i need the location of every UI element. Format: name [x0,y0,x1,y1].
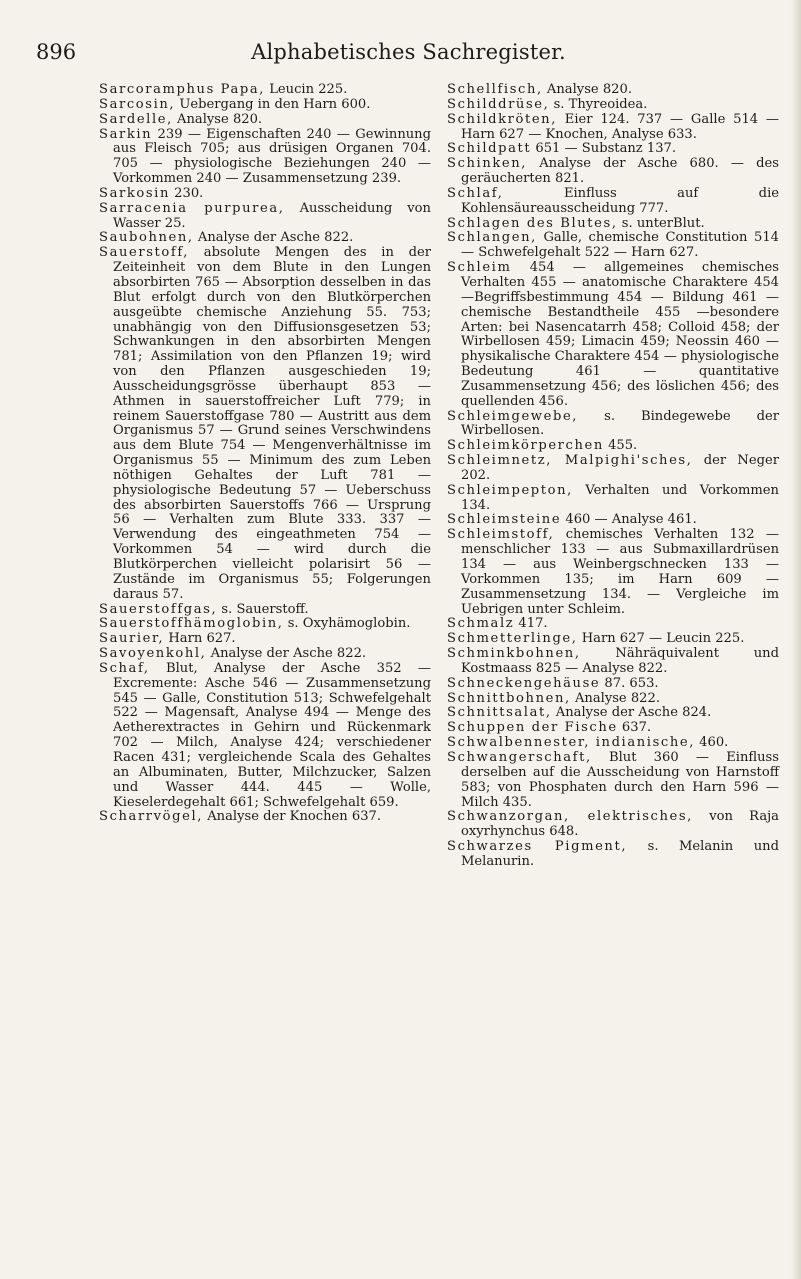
index-entry-references: 460 — Analyse 461. [565,512,697,528]
page-header [36,40,781,70]
index-entry [447,454,779,484]
index-entry [99,617,431,632]
index-entry-references: s. Sauerstoff. [221,601,309,617]
index-entry-references: Ausscheidung von Wasser 25. [113,200,431,231]
index-column-left [99,83,431,825]
index-entry [447,187,779,217]
index-entry-term: Schminkbohnen, [447,646,581,662]
index-entry-term: Schildpatt [447,141,532,157]
index-entry [447,157,779,187]
index-entry-term: Schlaf, [447,185,504,201]
index-entry [99,810,431,825]
index-entry-term: Schmalz [447,616,515,632]
index-entry [447,528,779,617]
index-entry [99,98,431,113]
index-entry-term: Schinken, [447,156,528,172]
index-entry-term: Schlangen, [447,230,537,246]
index-entry-term: Schwangerschaft, [447,749,592,765]
index-entry-references: Analyse der Asche 822. [210,646,367,662]
index-entry [99,128,431,187]
index-entry-term: Scharrvögel, [99,809,204,825]
index-entry-references: 454 — allgemeines chemisches Verhalten 455 — anatomische Charaktere 454 —Begriffsbestimmung 454 — Bildung 461 — chemische Bestandtheile 455 —besondere Arten: bei Nasencatarrh 458; Colloid 458; der Wirbellosen 459; Limacin 459; Neossin 460 —physikalische Charaktere 454 — physiologische Bedeutung 461 — quantitative Zusammensetzung 456; des löslichen 456; des quellenden 456. [461,260,779,409]
index-entry-references: s. Bindegewebe der Wirbellosen. [461,408,779,439]
index-entry-term: Schwarzes Pigment, [447,839,628,855]
index-entry [447,706,779,721]
index-entry [447,113,779,143]
index-entry [447,736,779,751]
index-entry [447,810,779,840]
index-entry-term: Schleimgewebe, [447,408,579,424]
index-entry-references: s. Thyreoidea. [553,96,648,112]
index-entry-references: Verhalten und Vorkommen 134. [461,482,779,513]
index-entry-term: Sardelle, [99,111,173,127]
index-entry-references: absolute Mengen des in der Zeiteinheit von dem Blute in den Lungen absorbirten 765 — Absorption desselben in das Blut erfolgt durch von den Blutkörperchen ausgeübte chemische Anziehung 55. 753; unabhängig von den Diffusionsgesetzen 53; Schwankungen in den absorbirten Mengen 781; Assimilation von den Pflanzen 19; wird von den Pflanzen ausgeschieden 19; Ausscheidungsgrösse überhaupt 853 — Athmen in sauerstoffreicher Luft 779; in reinem Sauerstoffgase 780 — Austritt aus dem Organismus 57 — Grund seines Verschwindens aus dem Blute 754 — Mengenverhältnisse im Organismus 55 — Minimum des zum Leben nöthigen Gehaltes der Luft 781 — physiologische Bedeutung 57 — Ueberschuss des absorbirten Sauerstoffs 766 — Ursprung 56 — Verhalten zum Blute 333. 337 — Verwendung des eingeathmeten 754 — Vorkommen 54 — wird durch die Blutkörperchen vielleicht polarisirt 56 — Zustände im Organismus 55; Folgerungen daraus 57. [113,245,431,602]
index-entry [447,231,779,261]
index-entry-term: Sarcoramphus Papa, [99,82,266,97]
index-entry-term: Schleimsteine [447,512,562,528]
index-entry-term: Schleim [447,260,512,276]
index-entry-references: s. unterBlut. [621,215,705,231]
index-entry [447,83,779,98]
index-entry-references: Uebergang in den Harn 600. [179,96,371,112]
index-entry-references: Harn 627 — Leucin 225. [581,631,745,647]
index-entry-references: 87. 653. [604,675,659,691]
index-entry-term: Savoyenkohl, [99,646,207,662]
index-entry [447,632,779,647]
index-entry-references: Analyse der Knochen 637. [207,809,382,825]
index-entry-term: Schnittbohnen, [447,690,571,706]
index-entry [99,83,431,98]
index-entry [447,721,779,736]
index-entry-term: Schwalbennester, indianische, [447,735,695,751]
index-entry-term: Schleimstoff, [447,527,555,543]
index-entry-term: Schellfisch, [447,82,543,97]
index-entry-term: Schaf, [99,660,150,676]
index-entry-term: Sauerstoff, [99,245,190,261]
index-entry-references: 239 — Eigenschaften 240 — Gewinnung aus Fleisch 705; aus drüsigen Organen 704. 705 — physiologische Beziehungen 240 — Vorkommen 240 — Zusammensetzung 239. [113,126,431,187]
index-entry-term: Schmetterlinge, [447,631,578,647]
index-entry-references: der Neger 202. [461,453,779,483]
index-entry-references: Analyse der Asche 824. [555,705,712,721]
index-entry-term: Sarkin [99,126,153,142]
index-entry [447,439,779,454]
index-entry-term: Schwanzorgan, elektrisches, [447,809,693,825]
index-entry-term: Schlagen des Blutes, [447,215,618,231]
index-entry-references: 455. [608,438,638,454]
index-entry [99,246,431,602]
index-entry-term: Schleimpepton, [447,482,573,498]
index-entry [447,677,779,692]
index-entry [99,187,431,202]
index-entry-term: Schleimnetz, Malpighi'sches, [447,453,693,469]
index-entry-references: Leucin 225. [269,82,348,97]
index-entry-term: Schilddrüse, [447,96,550,112]
index-entry-references: 230. [174,185,204,201]
index-entry [447,217,779,232]
index-column-right [447,83,779,870]
index-entry-references: von Raja oxyrhynchus 648. [461,809,779,840]
index-entry-references: Eier 124. 737 — Galle 514 — Harn 627 — Knochen, Analyse 633. [461,111,779,142]
index-entry-term: Sauerstoffhämoglobin, [99,616,284,632]
index-entry-references: s. Melanin und Melanurin. [461,839,779,869]
index-entry-term: Schildkröten, [447,111,557,127]
index-entry [447,751,779,810]
index-entry [447,142,779,157]
index-entry-references: Analyse 820. [546,82,632,97]
index-entry-references: s. Oxyhämoglobin. [287,616,411,632]
index-entry-term: Saurier, [99,631,165,647]
index-entry [99,113,431,128]
index-entry [447,692,779,707]
index-entry-references: chemisches Verhalten 132 — menschlicher 133 — aus Submaxillardrüsen 134 — aus Weinbergschnecken 133 — Vorkommen 135; im Harn 609 — Zusammensetzung 134. — Vergleiche im Uebrigen unter Schleim. [461,527,779,617]
index-entry-term: Sauerstoffgas, [99,601,218,617]
index-entry-references: Einfluss auf die Kohlensäureausscheidung 777. [461,185,780,216]
index-entry-references: 651 — Substanz 137. [535,141,677,157]
index-entry-references: Harn 627. [168,631,236,647]
index-entry-references: Blut 360 — Einfluss derselben auf die Ausscheidung von Harnstoff 583; von Phosphaten durch den Harn 596 —Milch 435. [461,749,779,810]
index-entry [447,261,779,409]
index-entry [447,840,779,870]
index-entry-term: Schuppen der Fische [447,720,618,736]
index-entry [99,632,431,647]
index-entry [99,647,431,662]
index-entry-references: 637. [621,720,652,736]
index-entry [99,603,431,618]
running-title: Alphabetisches Sachregister. [251,40,566,64]
index-entry-references: Analyse 820. [177,111,263,127]
index-entry-references: Analyse der Asche 680. — des geräucherten 821. [461,156,779,187]
index-entry [99,231,431,246]
index-entry-term: Sarracenia purpurea, [99,200,285,216]
index-entry-references: Galle, chemische Constitution 514 — Schwefelgehalt 522 — Harn 627. [461,230,779,261]
index-entry [99,662,431,810]
index-entry [447,513,779,528]
index-entry-term: Saubohnen, [99,230,194,246]
index-entry-references: 460. [699,735,729,751]
index-entry-term: Sarcosin, [99,96,176,112]
index-entry-term: Schnittsalat, [447,705,552,721]
index-entry [447,484,779,514]
index-entry [447,98,779,113]
index-entry-term: Sarkosin [99,185,170,201]
index-entry-references: Analyse der Asche 822. [197,230,354,246]
index-entry-references: Nähräquivalent und Kostmaass 825 — Analyse 822. [461,646,779,676]
index-entry-term: Schneckengehäuse [447,675,601,691]
index-entry [447,410,779,440]
index-entry-term: Schleimkörperchen [447,438,604,454]
page-number: 896 [36,40,77,64]
index-entry-references: Analyse 822. [574,690,661,706]
page-edge-shadow [791,0,801,1279]
index-entry-references: 417. [518,616,548,632]
index-entry [447,617,779,632]
index-entry-references: Blut, Analyse der Asche 352 — Excremente: Asche 546 — Zusammensetzung 545 — Galle, Constitution 513; Schwefelgehalt 522 — Magensaft, Analyse 494 — Menge des Aetherextractes in Gehirn und Rückenmark 702 — Milch, Analyse 424; verschiedener Racen 431; vergleichende Scala des Gehaltes an Albuminaten, Butter, Milchzucker, Salzen und Wasser 444. 445 — Wolle, Kieselerdegehalt 661; Schwefelgehalt 659. [113,660,431,810]
index-entry [99,202,431,232]
index-entry [447,647,779,677]
